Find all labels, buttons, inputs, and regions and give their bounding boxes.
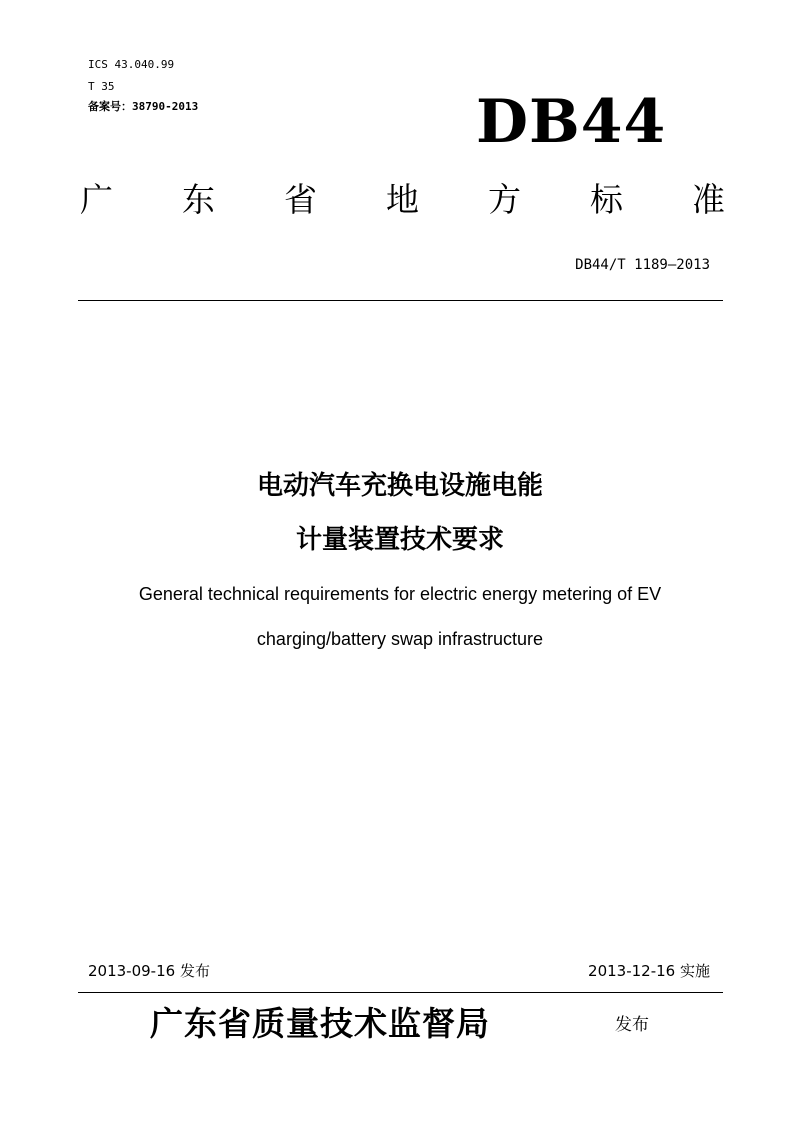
title-cn-line1: 电动汽车充换电设施电能 [256,471,543,501]
classification-code: T 35 [88,80,115,93]
standard-type-char: 标 [590,180,623,219]
db-logo: DB44 [476,87,667,157]
standard-type-char: 广 [80,180,113,219]
standard-number: DB44/T 1189—2013 [575,257,710,273]
standard-type-char: 地 [386,180,419,219]
standard-type-char: 方 [488,180,521,219]
standard-type-char: 省 [284,180,317,219]
ics-code: ICS 43.040.99 [88,58,175,71]
title-en-line2: charging/battery swap infrastructure [256,629,544,649]
record-number: 备案号：38790-2013 [88,100,199,113]
standard-type-char: 东 [182,180,215,219]
bottom-divider [78,992,723,993]
top-divider [78,300,723,301]
standard-type [80,178,725,222]
title-en-line1: General technical requirements for electric energy metering of EV [138,584,662,604]
issue-date: 2013-09-16 发布 [88,962,210,980]
implementation-date: 2013-12-16 实施 [588,962,710,980]
issuing-authority: 广东省质量技术监督局 [150,1004,490,1043]
issuer-suffix: 发布 [615,1015,649,1035]
title-cn-line2: 计量装置技术要求 [295,525,504,555]
standard-type-char: 准 [692,180,725,219]
